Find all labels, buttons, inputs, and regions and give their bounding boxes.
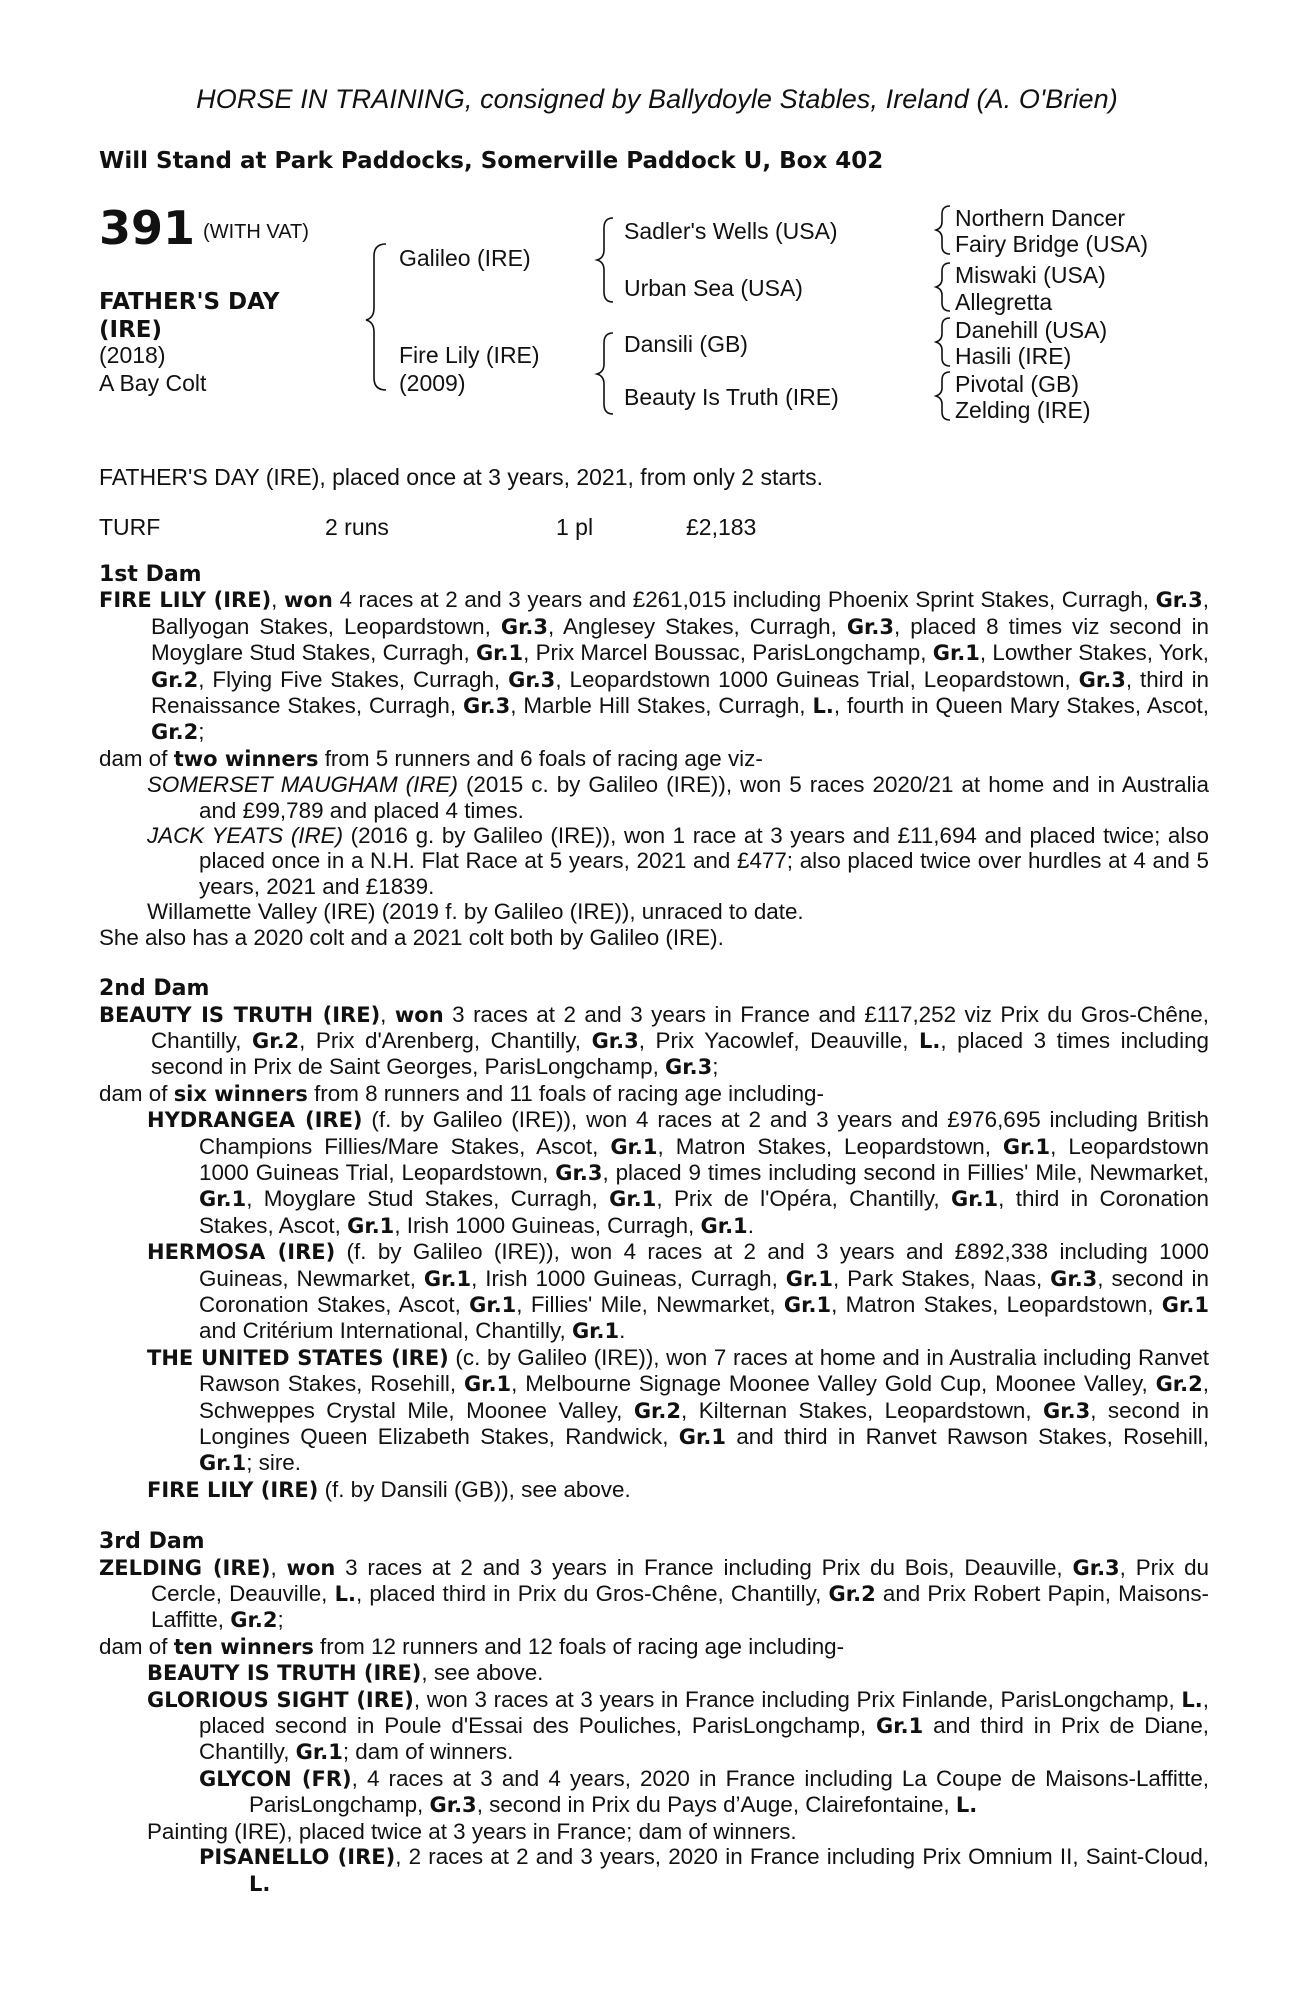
text: , placed 8 times viz second in Moyglare Stud Stakes, Curragh, bbox=[151, 613, 1210, 666]
text: , second in Prix du Pays d’Auge, Clairefontaine, bbox=[476, 1792, 956, 1818]
text: , Moyglare Stud Stakes, Curragh, bbox=[246, 1186, 610, 1212]
pedigree-sire: Galileo (IRE) bbox=[399, 245, 531, 271]
horse-foaling-year: (2018) bbox=[99, 342, 166, 368]
text: , Ballyogan Stakes, Leopardstown, bbox=[151, 587, 1209, 639]
text: dam of bbox=[99, 745, 174, 771]
text: (f. by Galileo (IRE)), won 4 races at 2 and 3 years and £976,695 including British Champions Fillies/Mare Stakes, Ascot, bbox=[199, 1107, 1209, 1159]
record-runs: 2 runs bbox=[325, 514, 389, 540]
grade: Gr.1 bbox=[950, 1187, 999, 1212]
produce-painting: Painting (IRE), placed twice at 3 years in France; dam of winners. bbox=[147, 1818, 797, 1844]
text: (c. by Galileo (IRE)), won 7 races at home and in Australia including Ranvet Rawson Stakes, Rosehill, bbox=[199, 1344, 1209, 1397]
brace-gg-1 bbox=[936, 206, 950, 254]
text: ; bbox=[277, 1607, 284, 1633]
pedigree-sire-sire: Sadler's Wells (USA) bbox=[624, 218, 838, 244]
text: ; dam of winners. bbox=[342, 1739, 514, 1765]
horse-name-line2: (IRE) bbox=[99, 317, 163, 343]
grade: Gr.1 bbox=[783, 1292, 832, 1317]
text: , placed third in Prix du Gros-Chêne, Chantilly, bbox=[355, 1581, 829, 1607]
second-dam-won: won bbox=[394, 1002, 444, 1027]
grade: L. bbox=[249, 1871, 271, 1896]
produce-pisanello bbox=[99, 1844, 1209, 1897]
grade: L. bbox=[955, 1793, 978, 1818]
pedigree-gg-6: Hasili (IRE) bbox=[955, 343, 1072, 369]
text: , 2 races at 2 and 3 years, 2020 in France including Prix Omnium II, Saint-Cloud, bbox=[395, 1844, 1209, 1870]
text: , Prix d'Arenberg, Chantilly, bbox=[299, 1027, 592, 1053]
text: ; sire. bbox=[246, 1450, 301, 1476]
grade: Gr.3 bbox=[1078, 667, 1126, 692]
produce-name: JACK YEATS (IRE) bbox=[147, 823, 344, 849]
text: , Park Stakes, Naas, bbox=[832, 1265, 1051, 1291]
text: and third in Prix de Diane, Chantilly, bbox=[199, 1713, 1209, 1765]
produce-name: THE UNITED STATES (IRE) bbox=[147, 1345, 449, 1370]
brace-gg-3 bbox=[936, 318, 950, 366]
text: , second in Longines Queen Elizabeth Stakes, Randwick, bbox=[199, 1397, 1209, 1449]
pedigree-dam-sire: Dansili (GB) bbox=[624, 331, 748, 357]
text: and Critérium International, Chantilly, bbox=[199, 1318, 572, 1344]
text: , Flying Five Stakes, Curragh, bbox=[198, 666, 509, 692]
record-surface: TURF bbox=[99, 514, 161, 540]
grade: Gr.3 bbox=[1072, 1555, 1120, 1580]
grade: Gr.3 bbox=[846, 614, 895, 639]
text: , Matron Stakes, Leopardstown, bbox=[831, 1291, 1162, 1317]
grade: Gr.2 bbox=[1155, 1372, 1203, 1397]
produce-name: SOMERSET MAUGHAM (IRE) bbox=[147, 772, 458, 798]
produce-willamette-valley: Willamette Valley (IRE) (2019 f. by Galileo (IRE)), unraced to date. bbox=[147, 899, 804, 925]
grade: Gr.1 bbox=[1161, 1292, 1209, 1317]
first-dam-produce-summary bbox=[99, 746, 1209, 772]
text: 3 races at 2 and 3 years in France including Prix du Bois, Deauville, bbox=[335, 1554, 1073, 1580]
second-dam-produce-summary bbox=[99, 1081, 1209, 1107]
produce-name: GLORIOUS SIGHT (IRE) bbox=[147, 1687, 414, 1712]
stand-location: Will Stand at Park Paddocks, Somerville Paddock U, Box 402 bbox=[99, 148, 884, 174]
grade: Gr.2 bbox=[151, 667, 199, 692]
winners-count: ten winners bbox=[173, 1634, 314, 1659]
text: . bbox=[747, 1212, 754, 1238]
produce-beauty-is-truth bbox=[99, 1660, 1209, 1686]
brace-gg-4 bbox=[936, 372, 950, 420]
grade: Gr.3 bbox=[508, 667, 556, 692]
text: . bbox=[619, 1318, 626, 1344]
third-dam-heading: 3rd Dam bbox=[99, 1529, 205, 1555]
grade: Gr.3 bbox=[555, 1160, 603, 1185]
pedigree-dam-year: (2009) bbox=[399, 370, 466, 396]
pedigree-sire-dam: Urban Sea (USA) bbox=[624, 275, 803, 301]
text: , Lowther Stakes, York, bbox=[979, 640, 1209, 666]
grade: Gr.1 bbox=[423, 1266, 472, 1291]
grade: Gr.3 bbox=[429, 1793, 477, 1818]
text: , fourth in Queen Mary Stakes, Ascot, bbox=[833, 693, 1209, 719]
produce-jack-yeats bbox=[99, 823, 1209, 899]
text: , Irish 1000 Guineas, Curragh, bbox=[394, 1212, 701, 1238]
pedigree-gg-1: Northern Dancer bbox=[955, 205, 1126, 231]
first-dam-name: FIRE LILY (IRE) bbox=[99, 588, 272, 613]
brace-dam-line bbox=[597, 333, 613, 414]
text: , Matron Stakes, Leopardstown, bbox=[657, 1133, 1003, 1159]
text: from 8 runners and 11 foals of racing age including- bbox=[307, 1080, 824, 1106]
text: (f. by Galileo (IRE)), won 4 races at 2 and 3 years and £892,338 including 1000 Guineas, Newmarket, bbox=[199, 1239, 1209, 1291]
text: 3 races at 2 and 3 years in France and £117,252 viz Prix du Gros-Chêne, Chantilly, bbox=[151, 1001, 1209, 1053]
produce-name: HERMOSA (IRE) bbox=[147, 1240, 336, 1265]
lot-heading bbox=[99, 203, 309, 253]
winners-count: two winners bbox=[173, 746, 319, 771]
text: , Fillies' Mile, Newmarket, bbox=[516, 1291, 784, 1317]
text: , Prix de l'Opéra, Chantilly, bbox=[656, 1186, 951, 1212]
grade: Gr.1 bbox=[876, 1714, 924, 1739]
text: , see above. bbox=[421, 1660, 544, 1686]
grade: Gr.3 bbox=[591, 1028, 639, 1053]
pedigree-gg-5: Danehill (USA) bbox=[955, 317, 1108, 343]
produce-the-united-states bbox=[99, 1345, 1209, 1477]
pedigree-dam: Fire Lily (IRE) bbox=[399, 342, 540, 368]
text: , third in Coronation Stakes, Ascot, bbox=[199, 1186, 1209, 1238]
grade: Gr.1 bbox=[1002, 1134, 1051, 1159]
horse-name bbox=[99, 288, 279, 344]
text: , Kilternan Stakes, Leopardstown, bbox=[681, 1397, 1044, 1423]
text: , placed 3 times including second in Prix de Saint Georges, ParisLongchamp, bbox=[151, 1027, 1210, 1080]
text: (f. by Dansili (GB)), see above. bbox=[318, 1476, 631, 1502]
third-dam-won: won bbox=[286, 1555, 336, 1580]
grade: Gr.2 bbox=[633, 1398, 682, 1423]
grade: L. bbox=[334, 1582, 356, 1607]
produce-name: HYDRANGEA (IRE) bbox=[147, 1108, 363, 1133]
text: , Leopardstown 1000 Guineas Trial, Leopardstown, bbox=[555, 666, 1079, 692]
text: , placed second in Poule d'Essai des Pouliches, ParisLongchamp, bbox=[199, 1686, 1209, 1739]
second-dam-heading: 2nd Dam bbox=[99, 976, 210, 1002]
produce-name: BEAUTY IS TRUTH (IRE) bbox=[147, 1661, 422, 1686]
brace-gg-2 bbox=[936, 263, 950, 311]
text: , placed 9 times including second in Fillies' Mile, Newmarket, bbox=[602, 1159, 1209, 1185]
vat-note: (WITH VAT) bbox=[203, 221, 309, 243]
horse-description: A Bay Colt bbox=[99, 370, 207, 396]
first-dam-heading: 1st Dam bbox=[99, 562, 202, 587]
text: ; bbox=[712, 1054, 719, 1080]
winners-count: six winners bbox=[173, 1081, 308, 1106]
text: dam of bbox=[99, 1633, 174, 1659]
grade: Gr.1 bbox=[475, 641, 524, 666]
grade: Gr.2 bbox=[251, 1028, 300, 1053]
produce-name: PISANELLO (IRE) bbox=[199, 1845, 396, 1870]
grade: Gr.2 bbox=[230, 1608, 278, 1633]
grade: Gr.3 bbox=[665, 1055, 713, 1080]
grade: Gr.1 bbox=[700, 1213, 748, 1238]
record-placings: 1 pl bbox=[556, 514, 594, 540]
racing-summary: FATHER'S DAY (IRE), placed once at 3 years, 2021, from only 2 starts. bbox=[99, 464, 824, 490]
grade: Gr.1 bbox=[199, 1451, 247, 1476]
produce-hydrangea bbox=[99, 1107, 1209, 1239]
grade: Gr.1 bbox=[347, 1213, 395, 1238]
grade: Gr.3 bbox=[1050, 1266, 1098, 1291]
pedigree-gg-2: Fairy Bridge (USA) bbox=[955, 231, 1148, 257]
produce-fire-lily bbox=[99, 1477, 1209, 1503]
lot-number: 391 bbox=[99, 201, 196, 255]
text: (2016 g. by Galileo (IRE)), won 1 race at 3 years and £11,694 and placed twice; also placed once in a N.H. Flat Race at 5 years, 2021 and £477; also placed twice over hurdles at 4 and 5 years, 2021 and £1839. bbox=[199, 823, 1209, 899]
horse-name-line1: FATHER'S DAY bbox=[99, 289, 280, 315]
text: from 12 runners and 12 foals of racing age including- bbox=[313, 1633, 845, 1659]
produce-glycon bbox=[99, 1766, 1209, 1819]
grade: Gr.3 bbox=[1043, 1398, 1091, 1423]
text: , Anglesey Stakes, Curragh, bbox=[548, 613, 847, 639]
first-dam-won: won bbox=[284, 588, 333, 613]
first-dam-record: FIRE LILY (IRE), won 4 races at 2 and 3 years and £261,015 including Phoenix Sprint Stakes, Curragh, Gr.3, Ballyogan Stakes, Leopardstown, Gr.3, Anglesey Stakes, Curragh, Gr.3, placed 8 times viz second in Moyglare Stud Stakes, Curragh, Gr.1, Prix Marcel Boussac, ParisLongchamp, Gr.1, Lowther Stakes, York, Gr.2, Flying Five Stakes, Curragh, Gr.3, Leopardstown 1000 Guineas Trial, Leopardstown, Gr.3, third in Renaissance Stakes, Curragh, Gr.3, Marble Hill Stakes, Curragh, L., fourth in Queen Mary Stakes, Ascot, Gr.2; bbox=[99, 587, 1210, 745]
third-dam-record: ZELDING (IRE), won 3 races at 2 and 3 years in France including Prix du Bois, Deauville, Gr.3, Prix du Cercle, Deauville, L., placed third in Prix du Gros-Chêne, Chantilly, Gr.2 and Prix Robert Papin, Maisons-Laffitte, Gr.2; bbox=[99, 1554, 1210, 1633]
grade: Gr.1 bbox=[678, 1425, 726, 1449]
third-dam-name: ZELDING (IRE) bbox=[99, 1555, 271, 1580]
page-title: HORSE IN TRAINING, consigned by Ballydoyle Stables, Ireland (A. O'Brien) bbox=[196, 84, 1118, 114]
grade: L. bbox=[919, 1028, 941, 1053]
text: ; bbox=[198, 719, 205, 745]
grade: Gr.1 bbox=[785, 1266, 833, 1291]
grade: L. bbox=[812, 694, 834, 719]
grade: Gr.2 bbox=[828, 1582, 876, 1607]
text: , won 3 races at 3 years in France including Prix Finlande, ParisLongchamp, bbox=[413, 1686, 1182, 1712]
text: , Prix Marcel Boussac, ParisLongchamp, bbox=[523, 640, 933, 666]
text: , Irish 1000 Guineas, Curragh, bbox=[471, 1265, 786, 1291]
text: , Prix Yacowlef, Deauville, bbox=[638, 1027, 919, 1053]
text: from 5 runners and 6 foals of racing age viz- bbox=[318, 745, 763, 771]
second-dam-name: BEAUTY IS TRUTH (IRE) bbox=[99, 1002, 381, 1027]
produce-somerset-maugham bbox=[99, 772, 1209, 823]
text: , 4 races at 3 and 4 years, 2020 in France including La Coupe de Maisons-Laffitte, ParisLongchamp, bbox=[249, 1765, 1209, 1818]
grade: Gr.1 bbox=[469, 1292, 517, 1317]
produce-name: GLYCON (FR) bbox=[199, 1766, 352, 1791]
grade: Gr.3 bbox=[500, 614, 549, 639]
grade: L. bbox=[1181, 1687, 1203, 1712]
text: , Prix du Cercle, Deauville, bbox=[151, 1554, 1209, 1607]
produce-glorious-sight bbox=[99, 1687, 1209, 1766]
text: , third in Renaissance Stakes, Curragh, bbox=[151, 666, 1209, 719]
grade: Gr.1 bbox=[463, 1372, 512, 1397]
pedigree-dam-dam: Beauty Is Truth (IRE) bbox=[624, 384, 839, 410]
grade: Gr.1 bbox=[610, 1134, 658, 1159]
text: , Leopardstown 1000 Guineas Trial, Leopardstown, bbox=[199, 1133, 1209, 1185]
grade: Gr.1 bbox=[609, 1187, 657, 1212]
produce-name: FIRE LILY (IRE) bbox=[147, 1477, 319, 1502]
pedigree-gg-8: Zelding (IRE) bbox=[955, 397, 1091, 423]
text: and Prix Robert Papin, Maisons-Laffitte, bbox=[151, 1581, 1210, 1633]
pedigree-notes bbox=[99, 562, 1209, 1897]
text: , Schweppes Crystal Mile, Moonee Valley, bbox=[199, 1371, 1209, 1423]
produce-hermosa bbox=[99, 1239, 1209, 1345]
brace-generation-1 bbox=[366, 244, 386, 390]
grade: Gr.1 bbox=[295, 1740, 343, 1765]
third-dam-produce-summary bbox=[99, 1634, 1209, 1660]
grade: Gr.3 bbox=[463, 694, 511, 719]
text: (2015 c. by Galileo (IRE)), won 5 races 2020/21 at home and in Australia and £99,789 and placed 4 times. bbox=[199, 772, 1209, 823]
text: and third in Ranvet Rawson Stakes, Rosehill, bbox=[726, 1424, 1209, 1449]
pedigree-gg-7: Pivotal (GB) bbox=[955, 371, 1079, 397]
text: , Marble Hill Stakes, Curragh, bbox=[510, 693, 813, 719]
grade: Gr.1 bbox=[932, 641, 980, 666]
text: 4 races at 2 and 3 years and £261,015 including Phoenix Sprint Stakes, Curragh, bbox=[332, 587, 1156, 613]
pedigree-gg-3: Miswaki (USA) bbox=[955, 262, 1106, 288]
grade: Gr.3 bbox=[1155, 588, 1203, 613]
pedigree-gg-4: Allegretta bbox=[955, 289, 1053, 315]
grade: Gr.1 bbox=[199, 1187, 247, 1212]
grade: Gr.2 bbox=[151, 720, 199, 745]
first-dam-also: She also has a 2020 colt and a 2021 colt both by Galileo (IRE). bbox=[99, 924, 724, 950]
record-earnings: £2,183 bbox=[686, 514, 757, 540]
second-dam-record: BEAUTY IS TRUTH (IRE), won 3 races at 2 and 3 years in France and £117,252 viz Prix du Gros-Chêne, Chantilly, Gr.2, Prix d'Arenberg, Chantilly, Gr.3, Prix Yacowlef, Deauville, L., placed 3 times including second in Prix de Saint Georges, ParisLongchamp, Gr.3; bbox=[99, 1001, 1210, 1080]
brace-sire-line bbox=[597, 218, 613, 302]
grade: Gr.1 bbox=[571, 1319, 620, 1344]
text: , second in Coronation Stakes, Ascot, bbox=[199, 1265, 1209, 1317]
text: dam of bbox=[99, 1080, 174, 1106]
text: , Melbourne Signage Moonee Valley Gold Cup, Moonee Valley, bbox=[511, 1371, 1156, 1397]
